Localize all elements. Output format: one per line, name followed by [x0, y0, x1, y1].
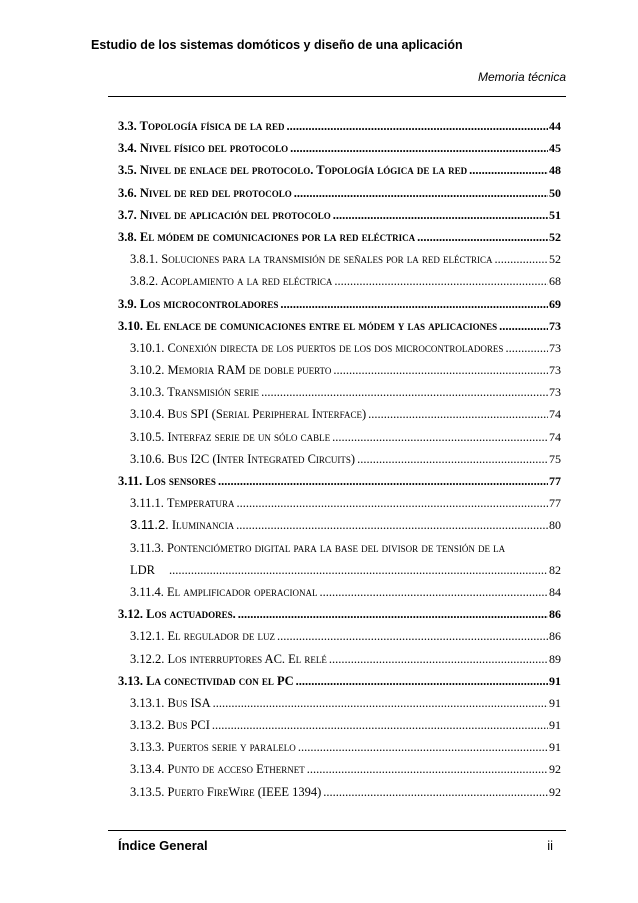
- dot-leader: [332, 426, 548, 448]
- dot-leader: [261, 381, 548, 403]
- toc-entry-number: 3.11.1.: [130, 496, 164, 511]
- toc-entry-number: 3.13.: [118, 673, 143, 688]
- toc-entry-label: [130, 736, 296, 758]
- dot-leader: [307, 758, 548, 780]
- toc-entry-page: 91: [549, 673, 561, 688]
- toc-entry-3-12-2: [118, 648, 561, 670]
- toc-entry-number: 3.9.: [118, 296, 137, 311]
- toc-entry-label: [130, 781, 321, 803]
- toc-entry-3-10-2: [118, 359, 561, 381]
- dot-leader: [334, 270, 548, 292]
- toc-entry-page: 48: [549, 163, 561, 178]
- dot-leader: [323, 781, 548, 803]
- toc-entry-label: [130, 270, 332, 292]
- toc-entry-page: 44: [549, 119, 561, 133]
- toc-entry-label: [118, 159, 467, 181]
- dot-leader: [212, 714, 548, 736]
- footer-page-number: ii: [547, 838, 553, 853]
- toc-entry-3-11-2: [118, 514, 561, 536]
- toc-entry-number: 3.11.2.: [130, 517, 169, 533]
- toc-entry-number: 3.13.2.: [130, 718, 165, 733]
- toc-entry-label: [118, 470, 216, 492]
- toc-entry-page: 45: [549, 141, 561, 156]
- document-header-subtitle: Memoria técnica: [477, 70, 566, 84]
- toc-entry-3-7: [118, 204, 561, 226]
- toc-entry-label: [130, 492, 234, 514]
- toc-entry-title: Interfaz serie de un sólo cable: [167, 429, 331, 444]
- toc-entry-number: 3.10.5.: [130, 429, 165, 444]
- dot-leader: [329, 648, 548, 670]
- toc-entry-page: 73: [549, 363, 561, 378]
- toc-entry-3-11-1: [118, 492, 561, 514]
- toc-entry-3-11-3: [118, 537, 561, 559]
- toc-entry-title: El enlace de comunicaciones entre el módem y las aplicaciones: [146, 318, 498, 333]
- toc-entry-label: [130, 448, 355, 470]
- toc-entry-3-13-4: [118, 758, 561, 780]
- toc-entry-label: [118, 670, 294, 692]
- toc-entry-number: 3.13.5.: [130, 784, 165, 799]
- toc-entry-page: 92: [549, 784, 561, 799]
- toc-entry-3-13-1: [118, 692, 561, 714]
- document-header-title: Estudio de los sistemas domóticos y diseño de una aplicación: [91, 38, 463, 52]
- toc-entry-3-11: [118, 470, 561, 492]
- toc-entry-title: Transmisión serie: [167, 385, 260, 400]
- toc-entry-number: 3.11.: [118, 474, 143, 488]
- toc-entry-page: 73: [549, 318, 561, 333]
- toc-entry-number: 3.5.: [118, 163, 137, 178]
- toc-entry-number: 3.13.1.: [130, 695, 165, 710]
- toc-entry-3-3: [118, 115, 561, 137]
- toc-entry-label: [130, 381, 259, 403]
- dot-leader: [236, 492, 548, 514]
- toc-entry-title: El amplificador operacional: [167, 584, 318, 599]
- toc-entry-label: [118, 226, 415, 248]
- toc-entry-3-13-5: [118, 781, 561, 803]
- toc-entry-page: 77: [549, 496, 561, 511]
- toc-entry-page: 91: [549, 695, 561, 710]
- toc-entry-label: [118, 137, 288, 159]
- toc-entry-3-8: [118, 226, 561, 248]
- toc-entry-label: [130, 648, 327, 670]
- toc-entry-title: Nivel de red del protocolo: [139, 185, 292, 200]
- toc-entry-title: Los sensores: [145, 474, 216, 488]
- toc-entry-title: El regulador de luz: [167, 629, 275, 644]
- dot-leader: [333, 359, 548, 381]
- toc-entry-label: [130, 514, 234, 536]
- toc-entry-3-6: [118, 182, 561, 204]
- toc-entry-3-10-5: [118, 426, 561, 448]
- toc-entry-3-8-1: [118, 248, 561, 270]
- toc-entry-number: 3.11.3.: [130, 540, 164, 555]
- toc-entry-title: Conexión directa de los puertos de los dos microcontroladores: [167, 340, 504, 355]
- toc-entry-page: 91: [549, 718, 561, 733]
- toc-entry-3-13: [118, 670, 561, 692]
- toc-entry-title: El módem de comunicaciones por la red eléctrica: [139, 229, 416, 244]
- dot-leader: [333, 204, 548, 226]
- toc-entry-label: [130, 581, 317, 603]
- toc-entry-number: 3.6.: [118, 185, 137, 200]
- dot-leader: [169, 559, 548, 581]
- toc-entry-label: [118, 204, 331, 226]
- toc-entry-number: 3.7.: [118, 207, 137, 222]
- toc-entry-page: 86: [549, 629, 561, 644]
- toc-entry-3-12-1: [118, 625, 561, 647]
- toc-entry-page: 89: [549, 651, 561, 666]
- toc-entry-label: [118, 293, 278, 315]
- toc-entry-label: [118, 182, 292, 204]
- dot-leader: [277, 625, 548, 647]
- toc-entry-page: 74: [549, 407, 561, 422]
- toc-entry-number: 3.10.1.: [130, 340, 165, 355]
- dot-leader: [280, 293, 548, 315]
- toc-entry-page: 52: [549, 229, 561, 244]
- dot-leader: [238, 603, 548, 625]
- toc-entry-page: 92: [549, 762, 561, 777]
- toc-entry-label: [130, 625, 275, 647]
- toc-entry-title: Los microcontroladores: [139, 296, 279, 311]
- toc-entry-number: 3.8.1.: [130, 252, 159, 267]
- toc-entry-label: [130, 403, 366, 425]
- toc-entry-3-10-4: [118, 403, 561, 425]
- toc-entry-page: 84: [549, 584, 561, 599]
- toc-entry-title: Acoplamiento a la red eléctrica: [160, 274, 333, 289]
- dot-leader: [417, 226, 548, 248]
- toc-entry-page: 77: [549, 474, 561, 488]
- toc-entry-page: 86: [549, 607, 561, 622]
- toc-entry-title: Nivel de enlace del protocolo. Topología lógica de la red: [139, 163, 468, 178]
- toc-entry-number: 3.10.: [118, 318, 143, 333]
- toc-entry-title-continuation: LDR: [130, 562, 155, 577]
- toc-entry-title: Bus PCI: [167, 718, 210, 733]
- toc-entry-label: [130, 537, 505, 559]
- dot-leader: [495, 248, 548, 270]
- footer-section-title: Índice General: [118, 838, 208, 853]
- toc-entry-page: 73: [549, 340, 561, 355]
- toc-entry-3-11-3-continuation: [118, 559, 561, 581]
- toc-entry-label: [118, 603, 236, 625]
- header-divider: [108, 96, 566, 97]
- toc-entry-label: [130, 359, 331, 381]
- dot-leader: [218, 470, 548, 492]
- toc-entry-label: [118, 115, 285, 137]
- dot-leader: [213, 692, 548, 714]
- toc-entry-page: 91: [549, 740, 561, 755]
- toc-entry-page: 82: [549, 562, 561, 577]
- toc-entry-3-10-1: [118, 337, 561, 359]
- toc-entry-number: 3.12.2.: [130, 651, 165, 666]
- toc-entry-title: Los interruptores AC. El relé: [167, 651, 327, 666]
- dot-leader: [296, 670, 548, 692]
- toc-entry-number: 3.3.: [118, 119, 137, 133]
- toc-entry-3-4: [118, 137, 561, 159]
- toc-entry-title: Memoria RAM de doble puerto: [167, 363, 332, 378]
- toc-entry-number: 3.13.4.: [130, 762, 165, 777]
- toc-entry-3-8-2: [118, 270, 561, 292]
- table-of-contents: [118, 115, 561, 803]
- toc-entry-title: Punto de acceso Ethernet: [167, 762, 305, 777]
- toc-entry-page: 68: [549, 274, 561, 289]
- toc-entry-page: 75: [549, 451, 561, 466]
- dot-leader: [357, 448, 548, 470]
- toc-entry-title: Puertos serie y paralelo: [167, 740, 296, 755]
- dot-leader: [287, 115, 548, 137]
- toc-entry-title: Nivel de aplicación del protocolo: [139, 207, 331, 222]
- dot-leader: [290, 137, 548, 159]
- toc-entry-title: Pontenciómetro digital para la base del divisor de tensión de la: [167, 540, 506, 555]
- toc-entry-3-10: [118, 315, 561, 337]
- dot-leader: [319, 581, 548, 603]
- toc-entry-title: Bus I2C (Inter Integrated Circuits): [167, 451, 356, 466]
- toc-entry-page: 50: [549, 185, 561, 200]
- toc-entry-label: [130, 426, 330, 448]
- dot-leader: [294, 182, 548, 204]
- dot-leader: [236, 514, 548, 536]
- toc-entry-title: Bus SPI (Serial Peripheral Interface): [167, 407, 367, 422]
- toc-entry-label: [130, 248, 493, 270]
- toc-entry-3-11-4: [118, 581, 561, 603]
- toc-entry-title: Temperatura: [166, 496, 235, 511]
- toc-entry-label: [130, 758, 305, 780]
- toc-entry-number: 3.8.2.: [130, 274, 159, 289]
- toc-entry-number: 3.10.6.: [130, 451, 165, 466]
- toc-entry-number: 3.13.3.: [130, 740, 165, 755]
- toc-entry-3-13-3: [118, 736, 561, 758]
- toc-entry-3-13-2: [118, 714, 561, 736]
- toc-entry-number: 3.11.4.: [130, 584, 164, 599]
- toc-entry-number: 3.8.: [118, 229, 137, 244]
- dot-leader: [298, 736, 548, 758]
- toc-entry-page: 74: [549, 429, 561, 444]
- footer-divider: [108, 830, 566, 831]
- toc-entry-title: Nivel físico del protocolo: [139, 141, 289, 156]
- dot-leader: [499, 315, 548, 337]
- toc-entry-title: Iluminancia: [171, 518, 235, 533]
- toc-entry-title: Topología física de la red: [139, 119, 285, 133]
- toc-entry-page: 52: [549, 252, 561, 267]
- toc-entry-number: 3.12.1.: [130, 629, 165, 644]
- toc-entry-number: 3.10.4.: [130, 407, 165, 422]
- toc-entry-3-10-3: [118, 381, 561, 403]
- toc-entry-page: 73: [549, 385, 561, 400]
- toc-entry-label: [130, 714, 210, 736]
- toc-entry-3-12: [118, 603, 561, 625]
- toc-entry-title: Puerto FireWire (IEEE 1394): [167, 784, 322, 799]
- toc-entry-page: 69: [549, 296, 561, 311]
- toc-entry-title: Bus ISA: [167, 695, 211, 710]
- toc-entry-number: 3.10.2.: [130, 363, 165, 378]
- dot-leader: [505, 337, 548, 359]
- toc-entry-3-5: [118, 159, 561, 181]
- toc-entry-title: Los actuadores.: [146, 607, 236, 622]
- toc-entry-3-9: [118, 293, 561, 315]
- toc-entry-title: La conectividad con el PC: [146, 673, 294, 688]
- toc-entry-3-10-6: [118, 448, 561, 470]
- toc-entry-label: [130, 692, 211, 714]
- toc-entry-number: 3.12.: [118, 607, 143, 622]
- toc-entry-label: [130, 337, 503, 359]
- toc-entry-page: 51: [549, 207, 561, 222]
- toc-entry-label: [118, 315, 497, 337]
- toc-entry-title: Soluciones para la transmisión de señales por la red eléctrica: [161, 252, 493, 267]
- toc-entry-number: 3.4.: [118, 141, 137, 156]
- dot-leader: [469, 159, 548, 181]
- toc-entry-number: 3.10.3.: [130, 385, 165, 400]
- dot-leader: [368, 403, 548, 425]
- toc-entry-page: 80: [549, 518, 561, 533]
